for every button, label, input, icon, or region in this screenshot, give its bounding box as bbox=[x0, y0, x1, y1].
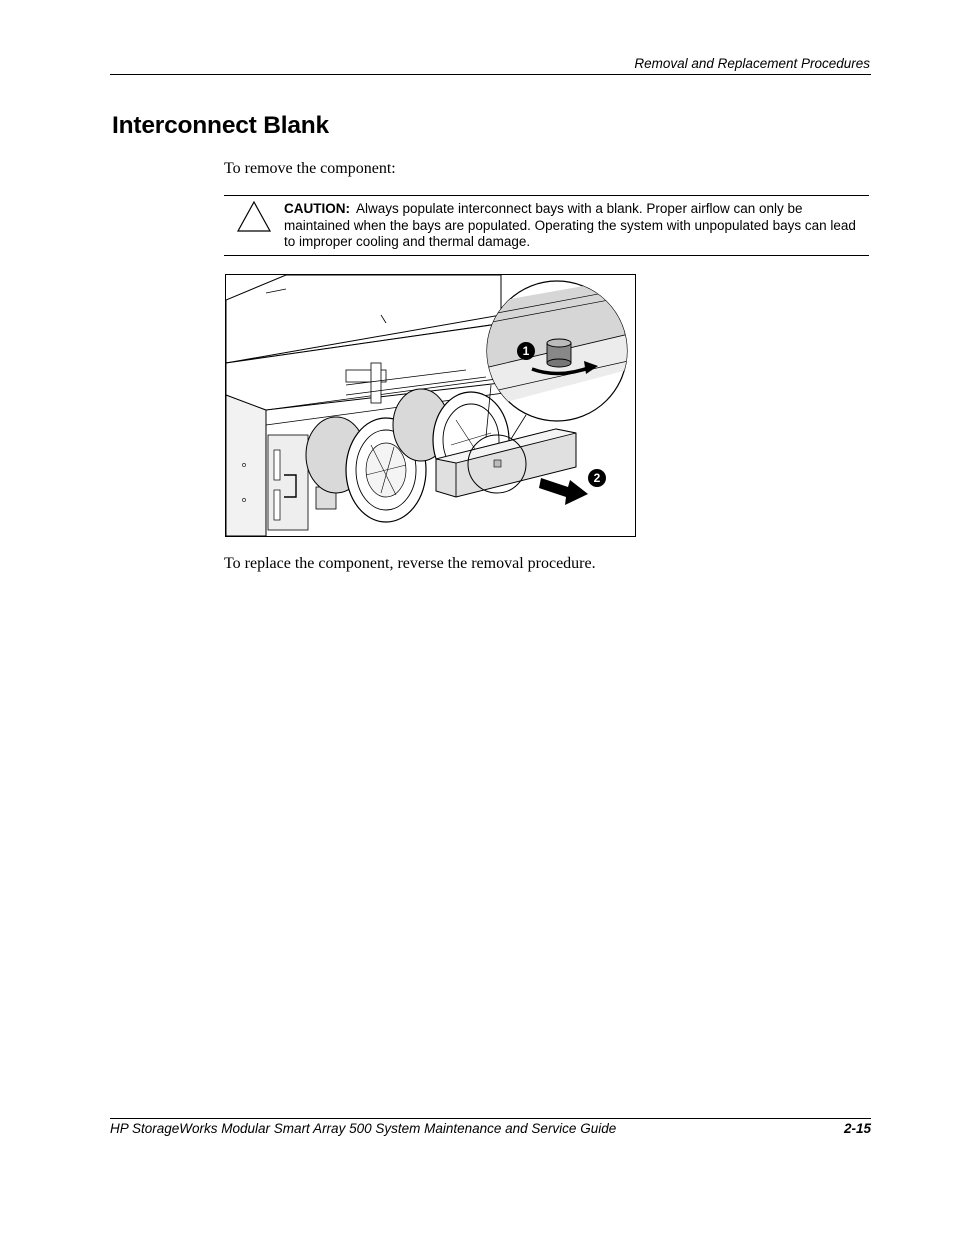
callout-2-number: 2 bbox=[593, 471, 601, 485]
outro-paragraph: To replace the component, reverse the removal procedure. bbox=[224, 555, 596, 572]
section-title: Interconnect Blank bbox=[112, 112, 329, 139]
callout-1-badge bbox=[517, 342, 535, 360]
caution-triangle-icon bbox=[236, 200, 272, 233]
intro-paragraph: To remove the component: bbox=[224, 160, 396, 177]
caution-text-block bbox=[284, 201, 862, 251]
running-header-title: Removal and Replacement Procedures bbox=[634, 56, 870, 71]
callout-2-badge bbox=[588, 469, 606, 487]
page-footer bbox=[110, 1118, 871, 1141]
footer-page-number: 2-15 bbox=[843, 1121, 871, 1136]
caution-label: CAUTION: bbox=[284, 201, 350, 216]
running-header bbox=[110, 55, 871, 75]
caution-message: Always populate interconnect bays with a blank. Proper airflow can only be maintained when the bays are populated. Operating the system with unpopulated bays can lead to improper cooling and thermal damage. bbox=[284, 201, 856, 250]
callout-1-number: 1 bbox=[522, 344, 530, 358]
caution-box bbox=[224, 195, 869, 256]
interconnect-blank-illustration bbox=[225, 274, 636, 537]
illustration-drawing bbox=[226, 275, 635, 536]
footer-guide-title: HP StorageWorks Modular Smart Array 500 System Maintenance and Service Guide bbox=[110, 1121, 617, 1136]
